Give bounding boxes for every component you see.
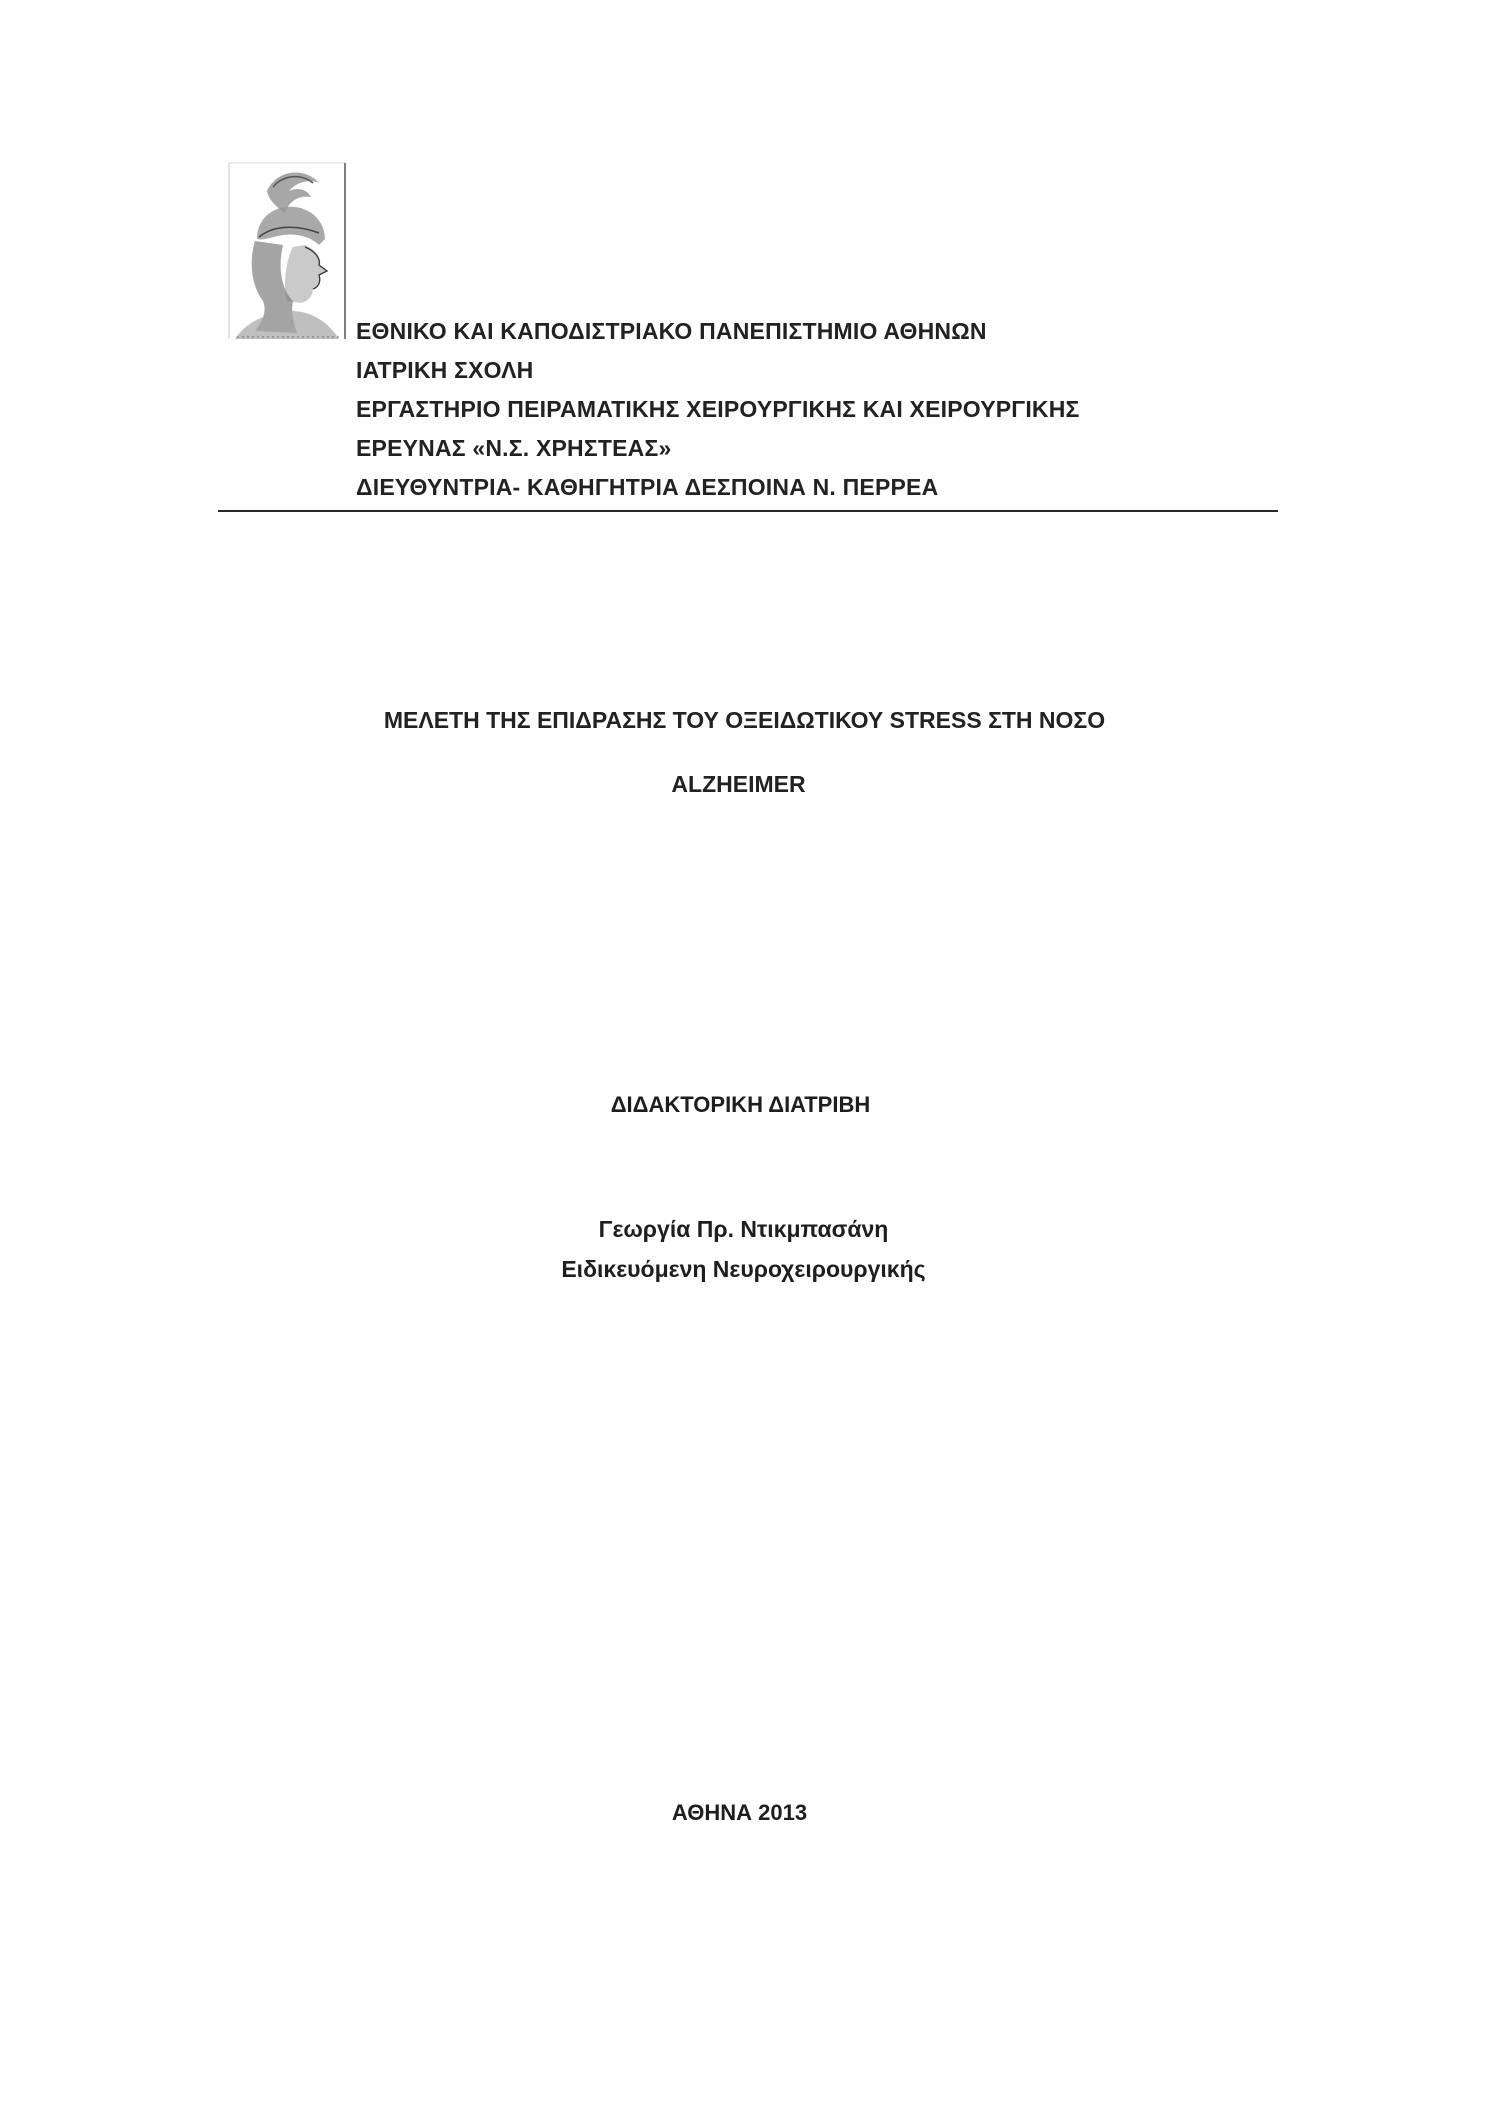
laboratory-name-cont: ΕΡΕΥΝΑΣ «Ν.Σ. ΧΡΗΣΤΕΑΣ» xyxy=(356,435,672,461)
author-specialty: Ειδικευόμενη Νευροχειρουργικής xyxy=(561,1256,926,1282)
thesis-title-line-2: ALZHEIMER xyxy=(671,771,806,797)
place-and-year: ΑΘΗΝΑ 2013 xyxy=(671,1800,808,1825)
director-line: ΔΙΕΥΘΥΝΤΡΙΑ- ΚΑΘΗΓΗΤΡΙΑ ΔΕΣΠΟΙΝΑ Ν. ΠΕΡΡΕΑ xyxy=(356,474,939,500)
athena-helmet-emblem-icon xyxy=(227,161,347,341)
thesis-type: ΔΙΔΑΚΤΟΡΙΚΗ ΔΙΑΤΡΙΒΗ xyxy=(610,1092,871,1117)
header-divider xyxy=(218,510,1278,512)
author-name: Γεωργία Πρ. Ντικμπασάνη xyxy=(598,1216,889,1242)
institution-header xyxy=(356,312,1356,507)
university-name: ΕΘΝΙΚΟ ΚΑΙ ΚΑΠΟΔΙΣΤΡΙΑΚΟ ΠΑΝΕΠΙΣΤΗΜΙΟ ΑΘΗΝΩΝ xyxy=(356,318,987,344)
laboratory-name: ΕΡΓΑΣΤΗΡΙΟ ΠΕΙΡΑΜΑΤΙΚΗΣ ΧΕΙΡΟΥΡΓΙΚΗΣ ΚΑΙ ΧΕΙΡΟΥΡΓΙΚΗΣ xyxy=(356,396,1080,422)
thesis-title-line-1: ΜΕΛΕΤΗ ΤΗΣ ΕΠΙΔΡΑΣΗΣ ΤΟΥ ΟΞΕΙΔΩΤΙΚΟΥ STRESS ΣΤΗ ΝΟΣΟ xyxy=(383,707,1106,733)
school-name: ΙΑΤΡΙΚΗ ΣΧΟΛΗ xyxy=(356,357,534,383)
